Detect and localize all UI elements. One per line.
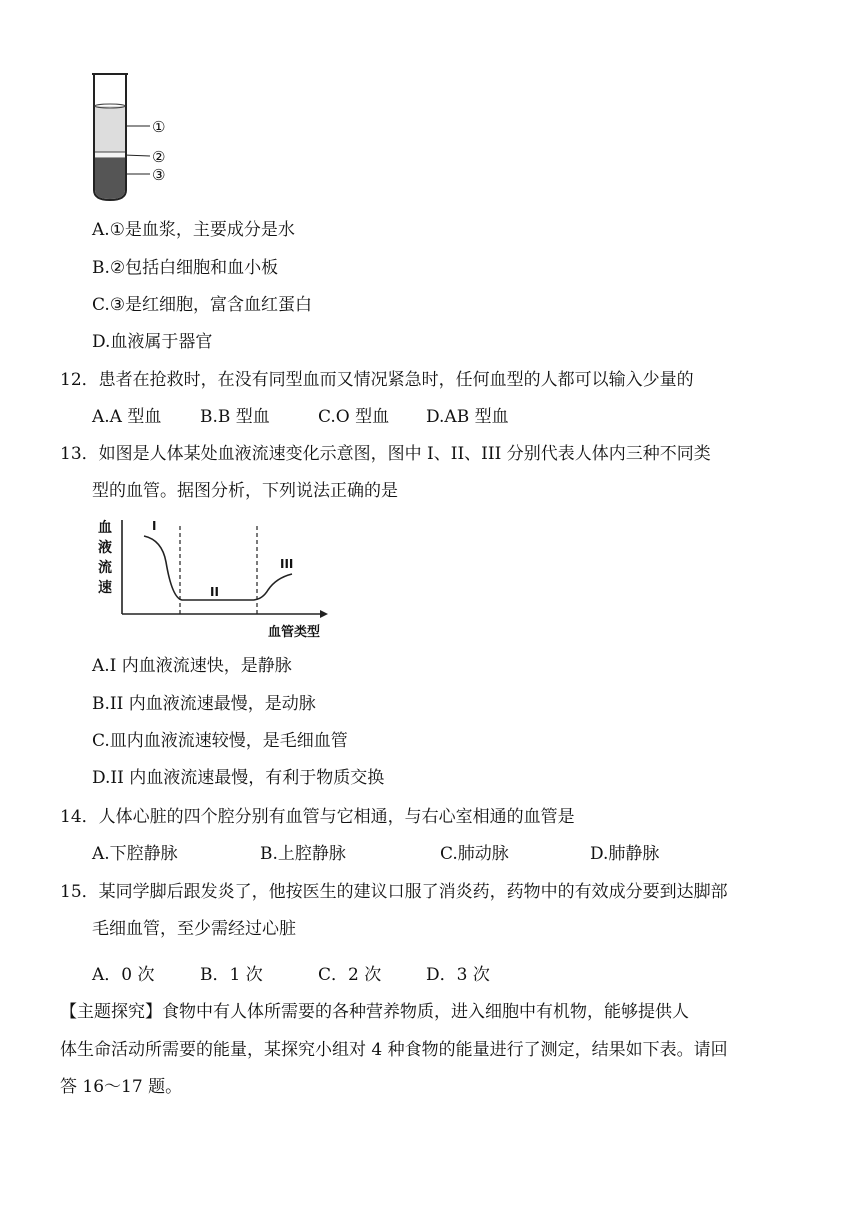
q14-option-b: B.上腔静脉 [260, 844, 346, 864]
q11-option-a: A.①是血浆，主要成分是水 [92, 220, 295, 240]
x-axis-label: 血管类型 [268, 625, 321, 640]
q12-option-a: A.A 型血 [92, 407, 162, 427]
q13-option-d: D.II 内血液流速最慢，有利于物质交换 [92, 768, 385, 788]
y-label-char-1: 血 [98, 520, 112, 536]
test-tube-figure [80, 68, 190, 208]
blood-flow-chart [92, 512, 342, 644]
q13-option-b: B.II 内血液流速最慢，是动脉 [92, 694, 316, 714]
q12-option-d: D.AB 型血 [426, 407, 509, 427]
theme-line3: 答 16～17 题。 [60, 1077, 183, 1097]
q15-option-a: A．0 次 [92, 965, 155, 985]
q14-option-c: C.肺动脉 [440, 844, 509, 864]
q15-options [92, 963, 490, 987]
theme-line1: 【主题探究】食物中有人体所需要的各种营养物质，进入细胞中有机物，能够提供人 [60, 1002, 689, 1022]
q15-stem-line2: 毛细血管，至少需经过心脏 [92, 919, 296, 939]
y-label-char-2: 液 [98, 540, 112, 556]
q12-stem: 12．患者在抢救时，在没有同型血而又情况紧急时，任何血型的人都可以输入少量的 [60, 370, 694, 390]
y-label-char-4: 速 [98, 580, 112, 596]
q13-option-a: A.I 内血液流速快，是静脉 [92, 656, 292, 676]
q12-option-c: C.O 型血 [318, 407, 390, 427]
tube-label-3: ③ [152, 166, 166, 184]
y-label-char-3: 流 [98, 560, 112, 576]
q11-option-b: B.②包括白细胞和血小板 [92, 258, 279, 278]
q13-stem-line2: 型的血管。据图分析，下列说法正确的是 [92, 481, 398, 501]
q12-options [92, 405, 509, 429]
q12-option-b: B.B 型血 [200, 407, 270, 427]
tube-label-1: ① [152, 118, 166, 136]
q15-option-b: B．1 次 [200, 965, 263, 985]
region-label-2: II [210, 585, 219, 599]
q15-option-d: D．3 次 [426, 965, 490, 985]
q14-stem: 14．人体心脏的四个腔分别有血管与它相通，与右心室相通的血管是 [60, 807, 575, 827]
q14-option-d: D.肺静脉 [590, 844, 660, 864]
q15-stem-line1: 15．某同学脚后跟发炎了，他按医生的建议口服了消炎药，药物中的有效成分要到达脚部 [60, 882, 728, 902]
q11-option-c: C.③是红细胞，富含血红蛋白 [92, 295, 313, 315]
q13-option-c: C.皿内血液流速较慢，是毛细血管 [92, 731, 348, 751]
region-label-1: I [152, 519, 157, 533]
tube-label-2: ② [152, 148, 166, 166]
q14-option-a: A.下腔静脉 [92, 844, 178, 864]
q14-options [92, 842, 659, 866]
q13-stem-line1: 13．如图是人体某处血液流速变化示意图，图中 I、II、III 分别代表人体内三种不同类 [60, 444, 711, 464]
region-label-3: III [280, 557, 294, 571]
theme-line2: 体生命活动所需要的能量，某探究小组对 4 种食物的能量进行了测定，结果如下表。请回 [60, 1040, 728, 1060]
q15-option-c: C．2 次 [318, 965, 382, 985]
q11-option-d: D.血液属于器官 [92, 332, 213, 352]
